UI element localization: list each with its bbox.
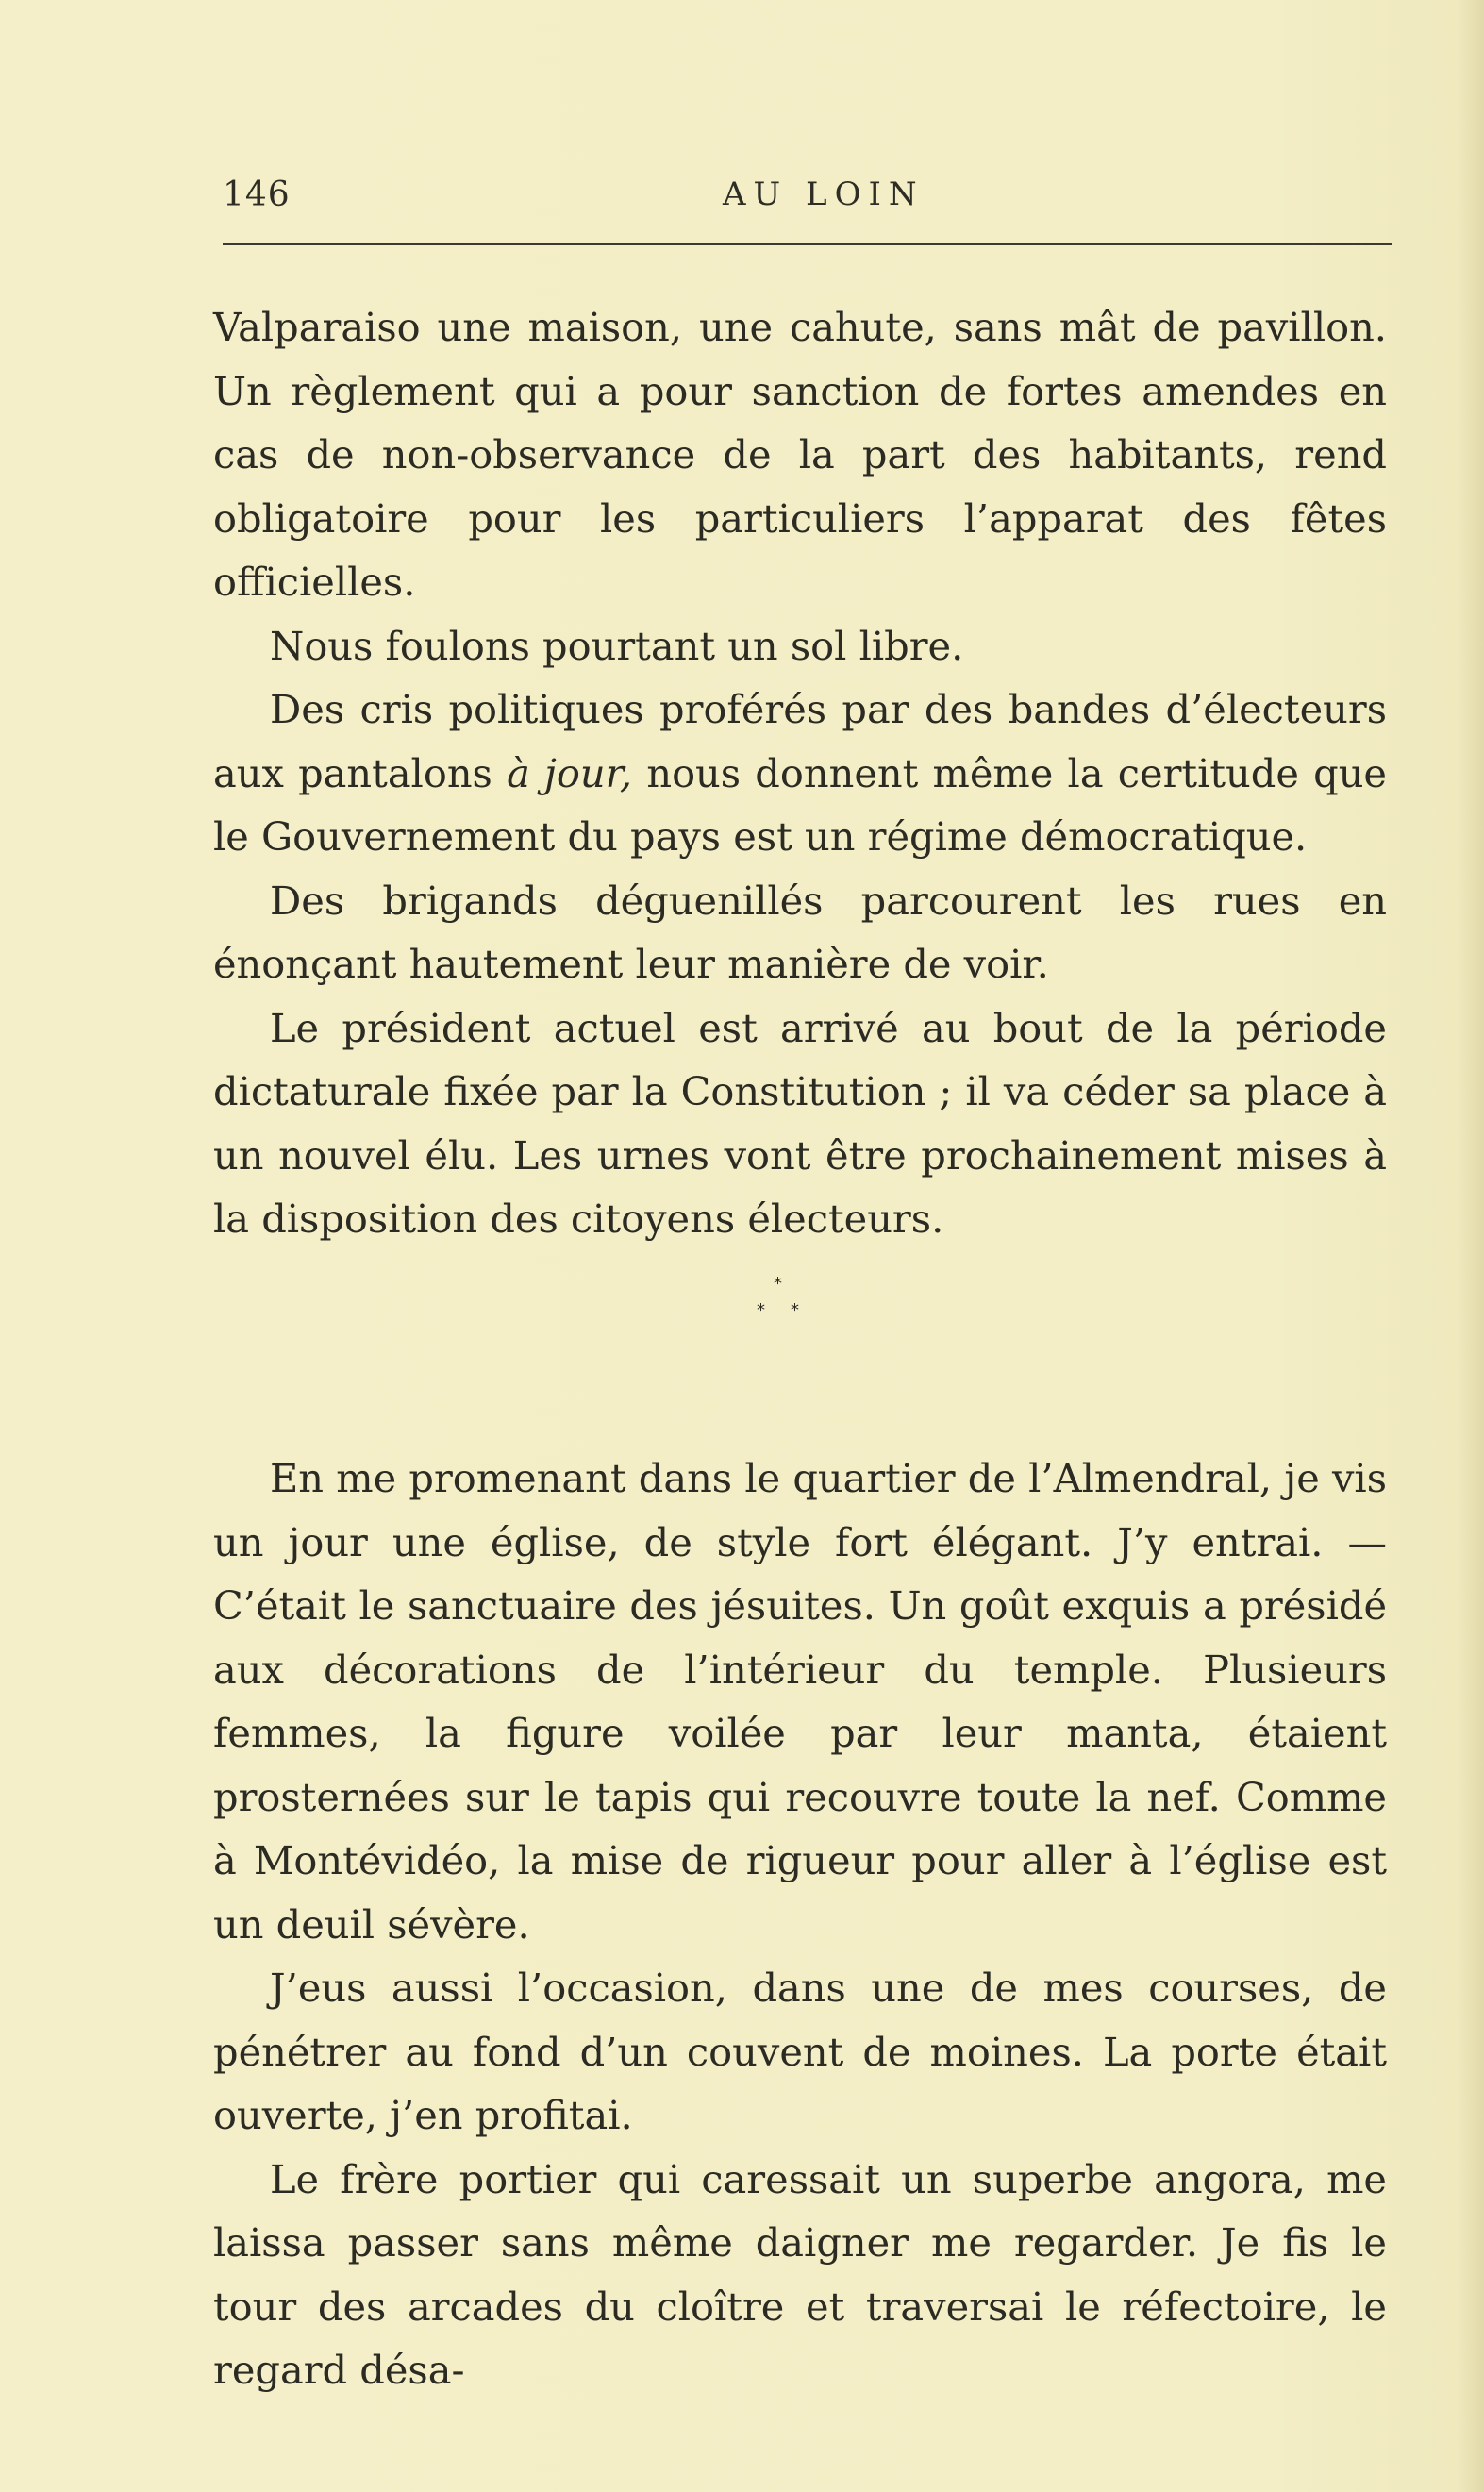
section-2-text	[213, 1447, 1387, 2402]
running-head	[223, 176, 1392, 223]
asterism-star-right: *	[791, 1300, 799, 1320]
paragraph-4: Des brigands déguenillés parcourent les rues en énonçant hautement leur manière de voir.	[213, 877, 1387, 987]
paragraph-3-part-b: nous donnent même la certitude que le Gouvernement du pays est un régime démocratique.	[213, 749, 1387, 860]
paragraph-1: Valparaiso une maison, une cahute, sans mât de pavillon. Un règlement qui a pour sanction de fortes amendes en cas de non-observance de la part des habitants, rend obligatoire pour les particuliers l’apparat des fêtes officielles.	[213, 304, 1387, 605]
paragraph-2: Nous foulons pourtant un sol libre.	[270, 622, 964, 669]
paragraph-8: Le frère portier qui caressait un superbe angora, me laissa passer sans même daigner me regarder. Je fis le tour des arcades du cloître et traversai le réfectoire, le regard désa-	[213, 2155, 1387, 2393]
paragraph-3	[213, 677, 1387, 869]
page-number: 146	[223, 176, 291, 214]
page-edge-shadow	[1458, 0, 1484, 2492]
asterism-star-top: *	[774, 1274, 782, 1294]
asterism-star-left: *	[757, 1300, 765, 1320]
paragraph-7: J’eus aussi l’occasion, dans une de mes courses, de pénétrer au fond d’un couvent de moines. La porte était ouverte, j’en profitai.	[213, 1965, 1387, 2138]
paragraph-6: En me promenant dans le quartier de l’Almendral, je vis un jour une église, de style fort élégant. J’y entrai. — C’était le sanctuaire des jésuites. Un goût exquis a présidé aux décorations de l’intérieur du temple. Plusieurs femmes, la figure voilée par leur manta, étaient prosternées sur le tapis qui recouvre toute la nef. Comme à Montévidéo, la mise de rigueur pour aller à l’église est un deuil sévère.	[213, 1455, 1387, 1948]
section-break-asterism	[745, 1274, 830, 1349]
paragraph-3-part-a: Des cris politiques proférés par des bandes d’électeurs aux pantalons	[213, 686, 1387, 796]
paragraph-5: Le président actuel est arrivé au bout de la période dictaturale fixée par la Constitution ; il va céder sa place à un nouvel élu. Les urnes vont être prochainement mises à la disposition des citoyens électeurs.	[213, 1004, 1387, 1242]
header-rule	[223, 243, 1392, 245]
running-title: AU LOIN	[723, 176, 925, 213]
paragraph-3-italic: à jour,	[507, 749, 633, 796]
section-1-text	[213, 295, 1387, 1251]
